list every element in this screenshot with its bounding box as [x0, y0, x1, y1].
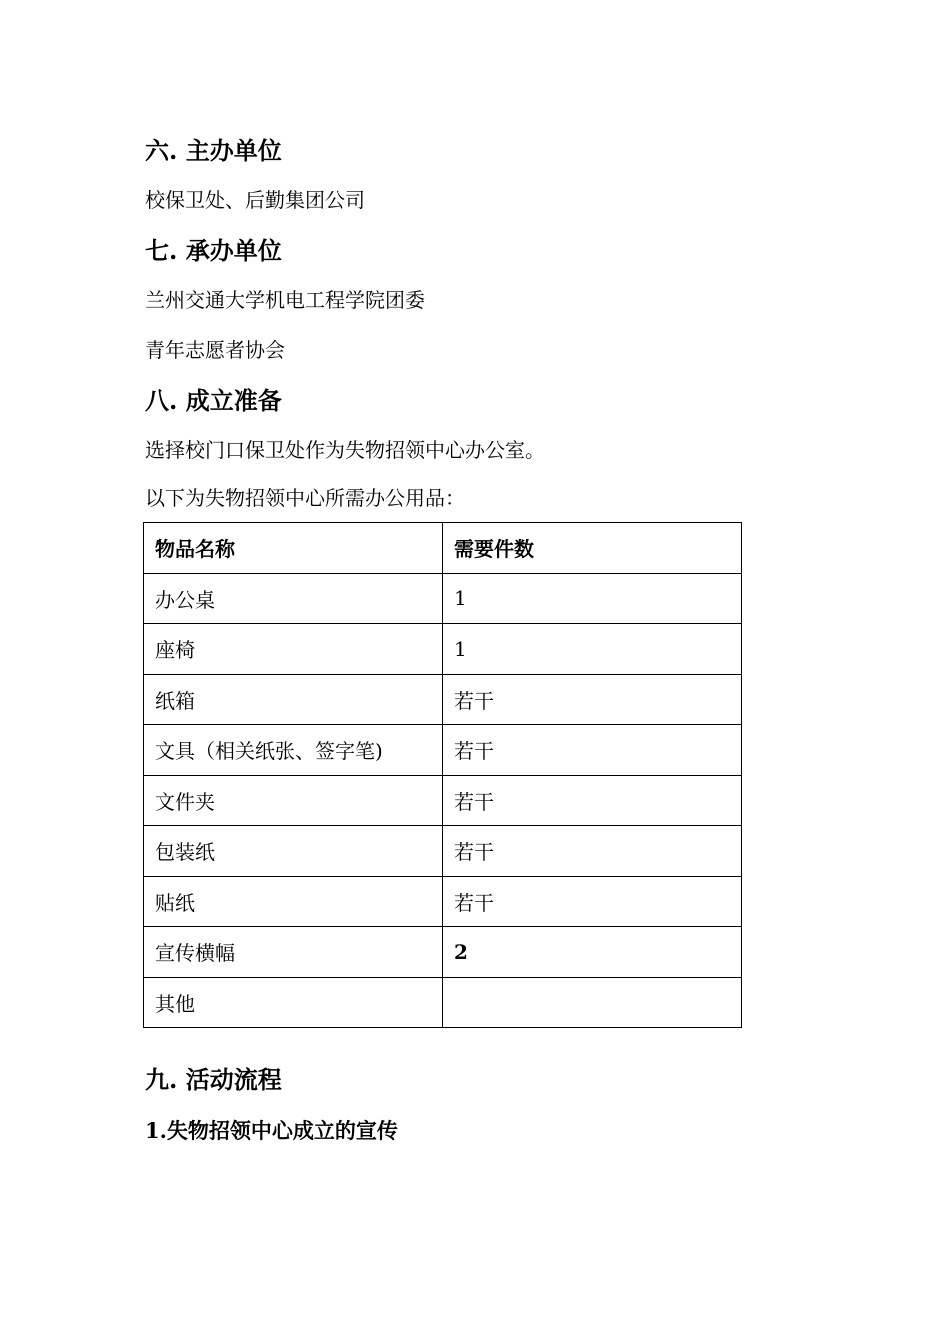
section-7-heading: 七. 承办单位 [145, 236, 282, 265]
table-row [144, 725, 742, 776]
table-row [144, 977, 742, 1028]
item-name-cell: 宣传横幅 [144, 927, 443, 978]
section-9-subheading: 1.失物招领中心成立的宣传 [145, 1118, 398, 1143]
item-name-cell: 座椅 [144, 624, 443, 675]
table-row [144, 573, 742, 624]
quantity-cell: 若干 [443, 876, 742, 927]
quantity-cell: 若干 [443, 725, 742, 776]
quantity-cell: 若干 [443, 775, 742, 826]
section-6-line-1: 校保卫处、后勤集团公司 [145, 188, 365, 212]
quantity-cell: 若干 [443, 674, 742, 725]
quantity-cell [443, 977, 742, 1028]
section-7-line-2: 青年志愿者协会 [145, 338, 285, 362]
table-row [144, 775, 742, 826]
supplies-table [143, 522, 742, 1028]
item-name-cell: 文件夹 [144, 775, 443, 826]
table-row [144, 876, 742, 927]
header-item-name: 物品名称 [144, 523, 443, 574]
table-row [144, 927, 742, 978]
quantity-cell: 若干 [443, 826, 742, 877]
item-name-cell: 办公桌 [144, 573, 443, 624]
table-row [144, 826, 742, 877]
section-8-heading: 八. 成立准备 [145, 386, 282, 415]
quantity-cell: 1 [443, 624, 742, 675]
table-row [144, 624, 742, 675]
item-name-cell: 贴纸 [144, 876, 443, 927]
item-name-cell: 包装纸 [144, 826, 443, 877]
quantity-cell: 1 [443, 573, 742, 624]
section-9-heading: 九. 活动流程 [145, 1065, 282, 1094]
table-row [144, 674, 742, 725]
item-name-cell: 文具（相关纸张、签字笔) [144, 725, 443, 776]
quantity-cell: 2 [443, 927, 742, 978]
item-name-cell: 其他 [144, 977, 443, 1028]
table-header-row [144, 523, 742, 574]
section-8-line-1: 选择校门口保卫处作为失物招领中心办公室。 [145, 438, 545, 462]
section-7-line-1: 兰州交通大学机电工程学院团委 [145, 288, 425, 312]
header-quantity: 需要件数 [443, 523, 742, 574]
item-name-cell: 纸箱 [144, 674, 443, 725]
section-6-heading: 六. 主办单位 [145, 136, 282, 165]
section-8-line-2: 以下为失物招领中心所需办公用品： [145, 486, 465, 510]
